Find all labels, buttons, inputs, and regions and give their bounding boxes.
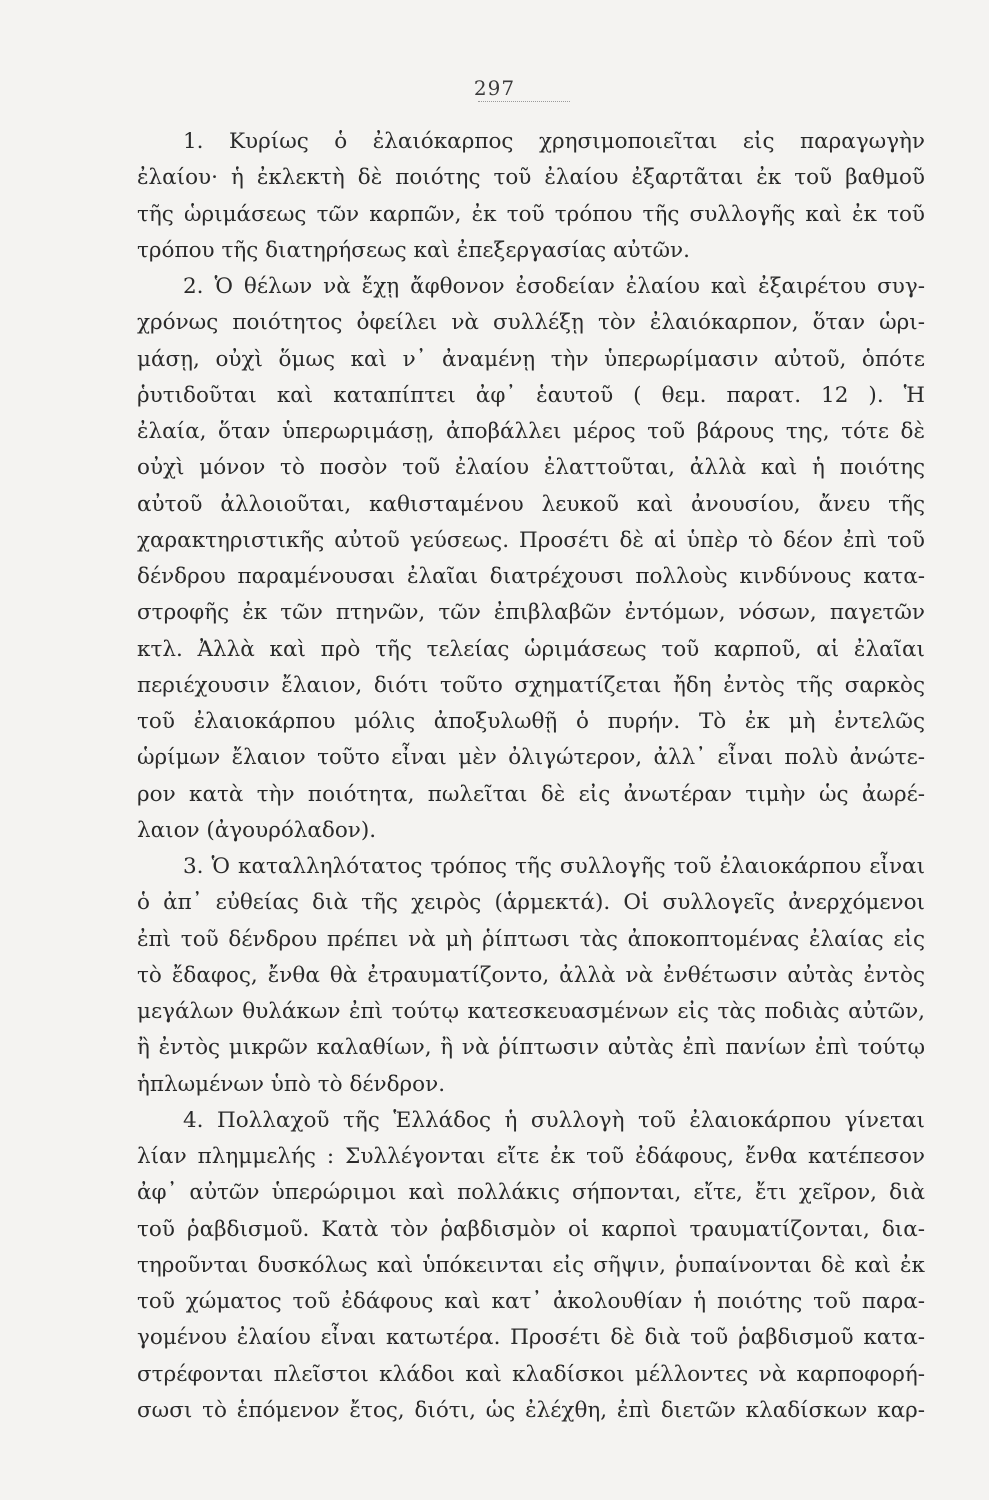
text-line: τῆς ὡριμάσεως τῶν καρπῶν, ἐκ τοῦ τρόπου τῆς συλλογῆς καὶ ἐκ τοῦ <box>137 201 925 227</box>
text-line: τηροῦνται δυσκόλως καὶ ὑπόκεινται εἰς σῆψιν, ῥυπαίνονται δὲ καὶ ἐκ <box>137 1252 925 1278</box>
page-number-rule <box>478 101 570 102</box>
text-line: ὁ ἀπ᾽ εὐθείας διὰ τῆς χειρὸς (ἁρμεκτά). Οἱ συλλογεῖς ἀνερχόμενοι <box>137 890 925 916</box>
text-line: τὸ ἔδαφος, ἔνθα θὰ ἐτραυματίζοντο, ἀλλὰ νὰ ἐνθέτωσιν αὐτὰς ἐντὸς <box>137 962 925 988</box>
text-line: μεγάλων θυλάκων ἐπὶ τούτῳ κατεσκευασμένων εἰς τὰς ποδιὰς αὐτῶν, <box>137 999 925 1024</box>
text-line: χαρακτηριστικῆς αὐτοῦ γεύσεως. Προσέτι δὲ αἱ ὑπὲρ τὸ δέον ἐπὶ τοῦ <box>137 527 925 553</box>
text-line: χρόνως ποιότητος ὀφείλει νὰ συλλέξῃ τὸν ἐλαιόκαρπον, ὅταν ὡρι- <box>137 310 925 336</box>
text-line: ρον κατὰ τὴν ποιότητα, πωλεῖται δὲ εἰς ἀνωτέραν τιμὴν ὡς ἀωρέ- <box>137 781 925 807</box>
paragraph-start-line: 4. Πολλαχοῦ τῆς Ἑλλάδος ἡ συλλογὴ τοῦ ἐλαιοκάρπου γίνεται <box>183 1107 925 1133</box>
text-line: μάσῃ, οὐχὶ ὅμως καὶ ν᾽ ἀναμένῃ τὴν ὑπερωρίμασιν αὐτοῦ, ὁπότε <box>137 346 925 372</box>
text-line: ὡρίμων ἔλαιον τοῦτο εἶναι μὲν ὀλιγώτερον, ἀλλ᾽ εἶναι πολὺ ἀνώτε- <box>137 745 925 771</box>
text-line: περιέχουσιν ἔλαιον, διότι τοῦτο σχηματίζεται ἤδη ἐντὸς τῆς σαρκὸς <box>137 672 925 698</box>
paragraph-start-line: 1. Κυρίως ὁ ἐλαιόκαρπος χρησιμοποιεῖται εἰς παραγωγὴν <box>183 129 925 154</box>
text-line: τοῦ ἐλαιοκάρπου μόλις ἀποξυλωθῇ ὁ πυρήν. Τὸ ἐκ μὴ ἐντελῶς <box>137 709 925 734</box>
text-line: κτλ. Ἀλλὰ καὶ πρὸ τῆς τελείας ὡριμάσεως τοῦ καρποῦ, αἱ ἐλαῖαι <box>137 636 925 662</box>
text-line: ἀφ᾽ αὐτῶν ὑπερώριμοι καὶ πολλάκις σήπονται, εἴτε, ἔτι χεῖρον, διὰ <box>137 1180 925 1206</box>
paragraph-start-line: 2. Ὁ θέλων νὰ ἔχῃ ἄφθονον ἐσοδείαν ἐλαίου καὶ ἐξαιρέτου συγ- <box>183 274 925 299</box>
text-line: τρόπου τῆς διατηρήσεως καὶ ἐπεξεργασίας αὐτῶν. <box>137 237 690 263</box>
text-line: οὐχὶ μόνον τὸ ποσὸν τοῦ ἐλαίου ἐλαττοῦται, ἀλλὰ καὶ ἡ ποιότης <box>137 455 925 481</box>
text-line: λαιον (ἀγουρόλαδον). <box>137 817 377 843</box>
text-line: στροφῆς ἐκ τῶν πτηνῶν, τῶν ἐπιβλαβῶν ἐντόμων, νόσων, παγετῶν <box>137 600 925 626</box>
text-line: δένδρου παραμένουσαι ἐλαῖαι διατρέχουσι πολλοὺς κινδύνους κατα- <box>137 564 925 589</box>
body-text <box>137 124 925 1429</box>
paragraph-start-line: 3. Ὁ καταλληλότατος τρόπος τῆς συλλογῆς τοῦ ἐλαιοκάρπου εἶναι <box>183 854 925 879</box>
text-line: ἢ ἐντὸς μικρῶν καλαθίων, ἢ νὰ ῥίπτωσιν αὐτὰς ἐπὶ πανίων ἐπὶ τούτῳ <box>137 1035 925 1061</box>
text-line: γομένου ἐλαίου εἶναι κατωτέρα. Προσέτι δὲ διὰ τοῦ ῥαβδισμοῦ κατα- <box>137 1325 925 1351</box>
text-line: ἐλαίου· ἡ ἐκλεκτὴ δὲ ποιότης τοῦ ἐλαίου ἐξαρτᾶται ἐκ τοῦ βαθμοῦ <box>137 165 925 191</box>
text-line: ἡπλωμένων ὑπὸ τὸ δένδρον. <box>137 1071 446 1097</box>
text-line: λίαν πλημμελής : Συλλέγονται εἴτε ἐκ τοῦ ἐδάφους, ἔνθα κατέπεσον <box>137 1144 925 1169</box>
page-number: 297 <box>473 76 516 100</box>
text-line: στρέφονται πλεῖστοι κλάδοι καὶ κλαδίσκοι μέλλοντες νὰ καρποφορή- <box>137 1361 925 1387</box>
text-line: ῥυτιδοῦται καὶ καταπίπτει ἀφ᾽ ἑαυτοῦ ( θεμ. παρατ. 12 ). Ἡ <box>137 382 925 408</box>
text-line: σωσι τὸ ἑπόμενον ἔτος, διότι, ὡς ἐλέχθη, ἐπὶ διετῶν κλαδίσκων καρ- <box>137 1397 925 1423</box>
text-line: τοῦ χώματος τοῦ ἐδάφους καὶ κατ᾽ ἀκολουθίαν ἡ ποιότης τοῦ παρα- <box>137 1289 925 1314</box>
text-line: τοῦ ῥαβδισμοῦ. Κατὰ τὸν ῥαβδισμὸν οἱ καρποὶ τραυματίζονται, δια- <box>137 1216 925 1242</box>
text-line: ἐπὶ τοῦ δένδρου πρέπει νὰ μὴ ῥίπτωσι τὰς ἀποκοπτομένας ἐλαίας εἰς <box>137 926 925 952</box>
text-line: ἐλαία, ὅταν ὑπερωριμάσῃ, ἀποβάλλει μέρος τοῦ βάρους της, τότε δὲ <box>137 419 925 444</box>
text-line: αὐτοῦ ἀλλοιοῦται, καθισταμένου λευκοῦ καὶ ἀνουσίου, ἄνευ τῆς <box>137 491 925 517</box>
